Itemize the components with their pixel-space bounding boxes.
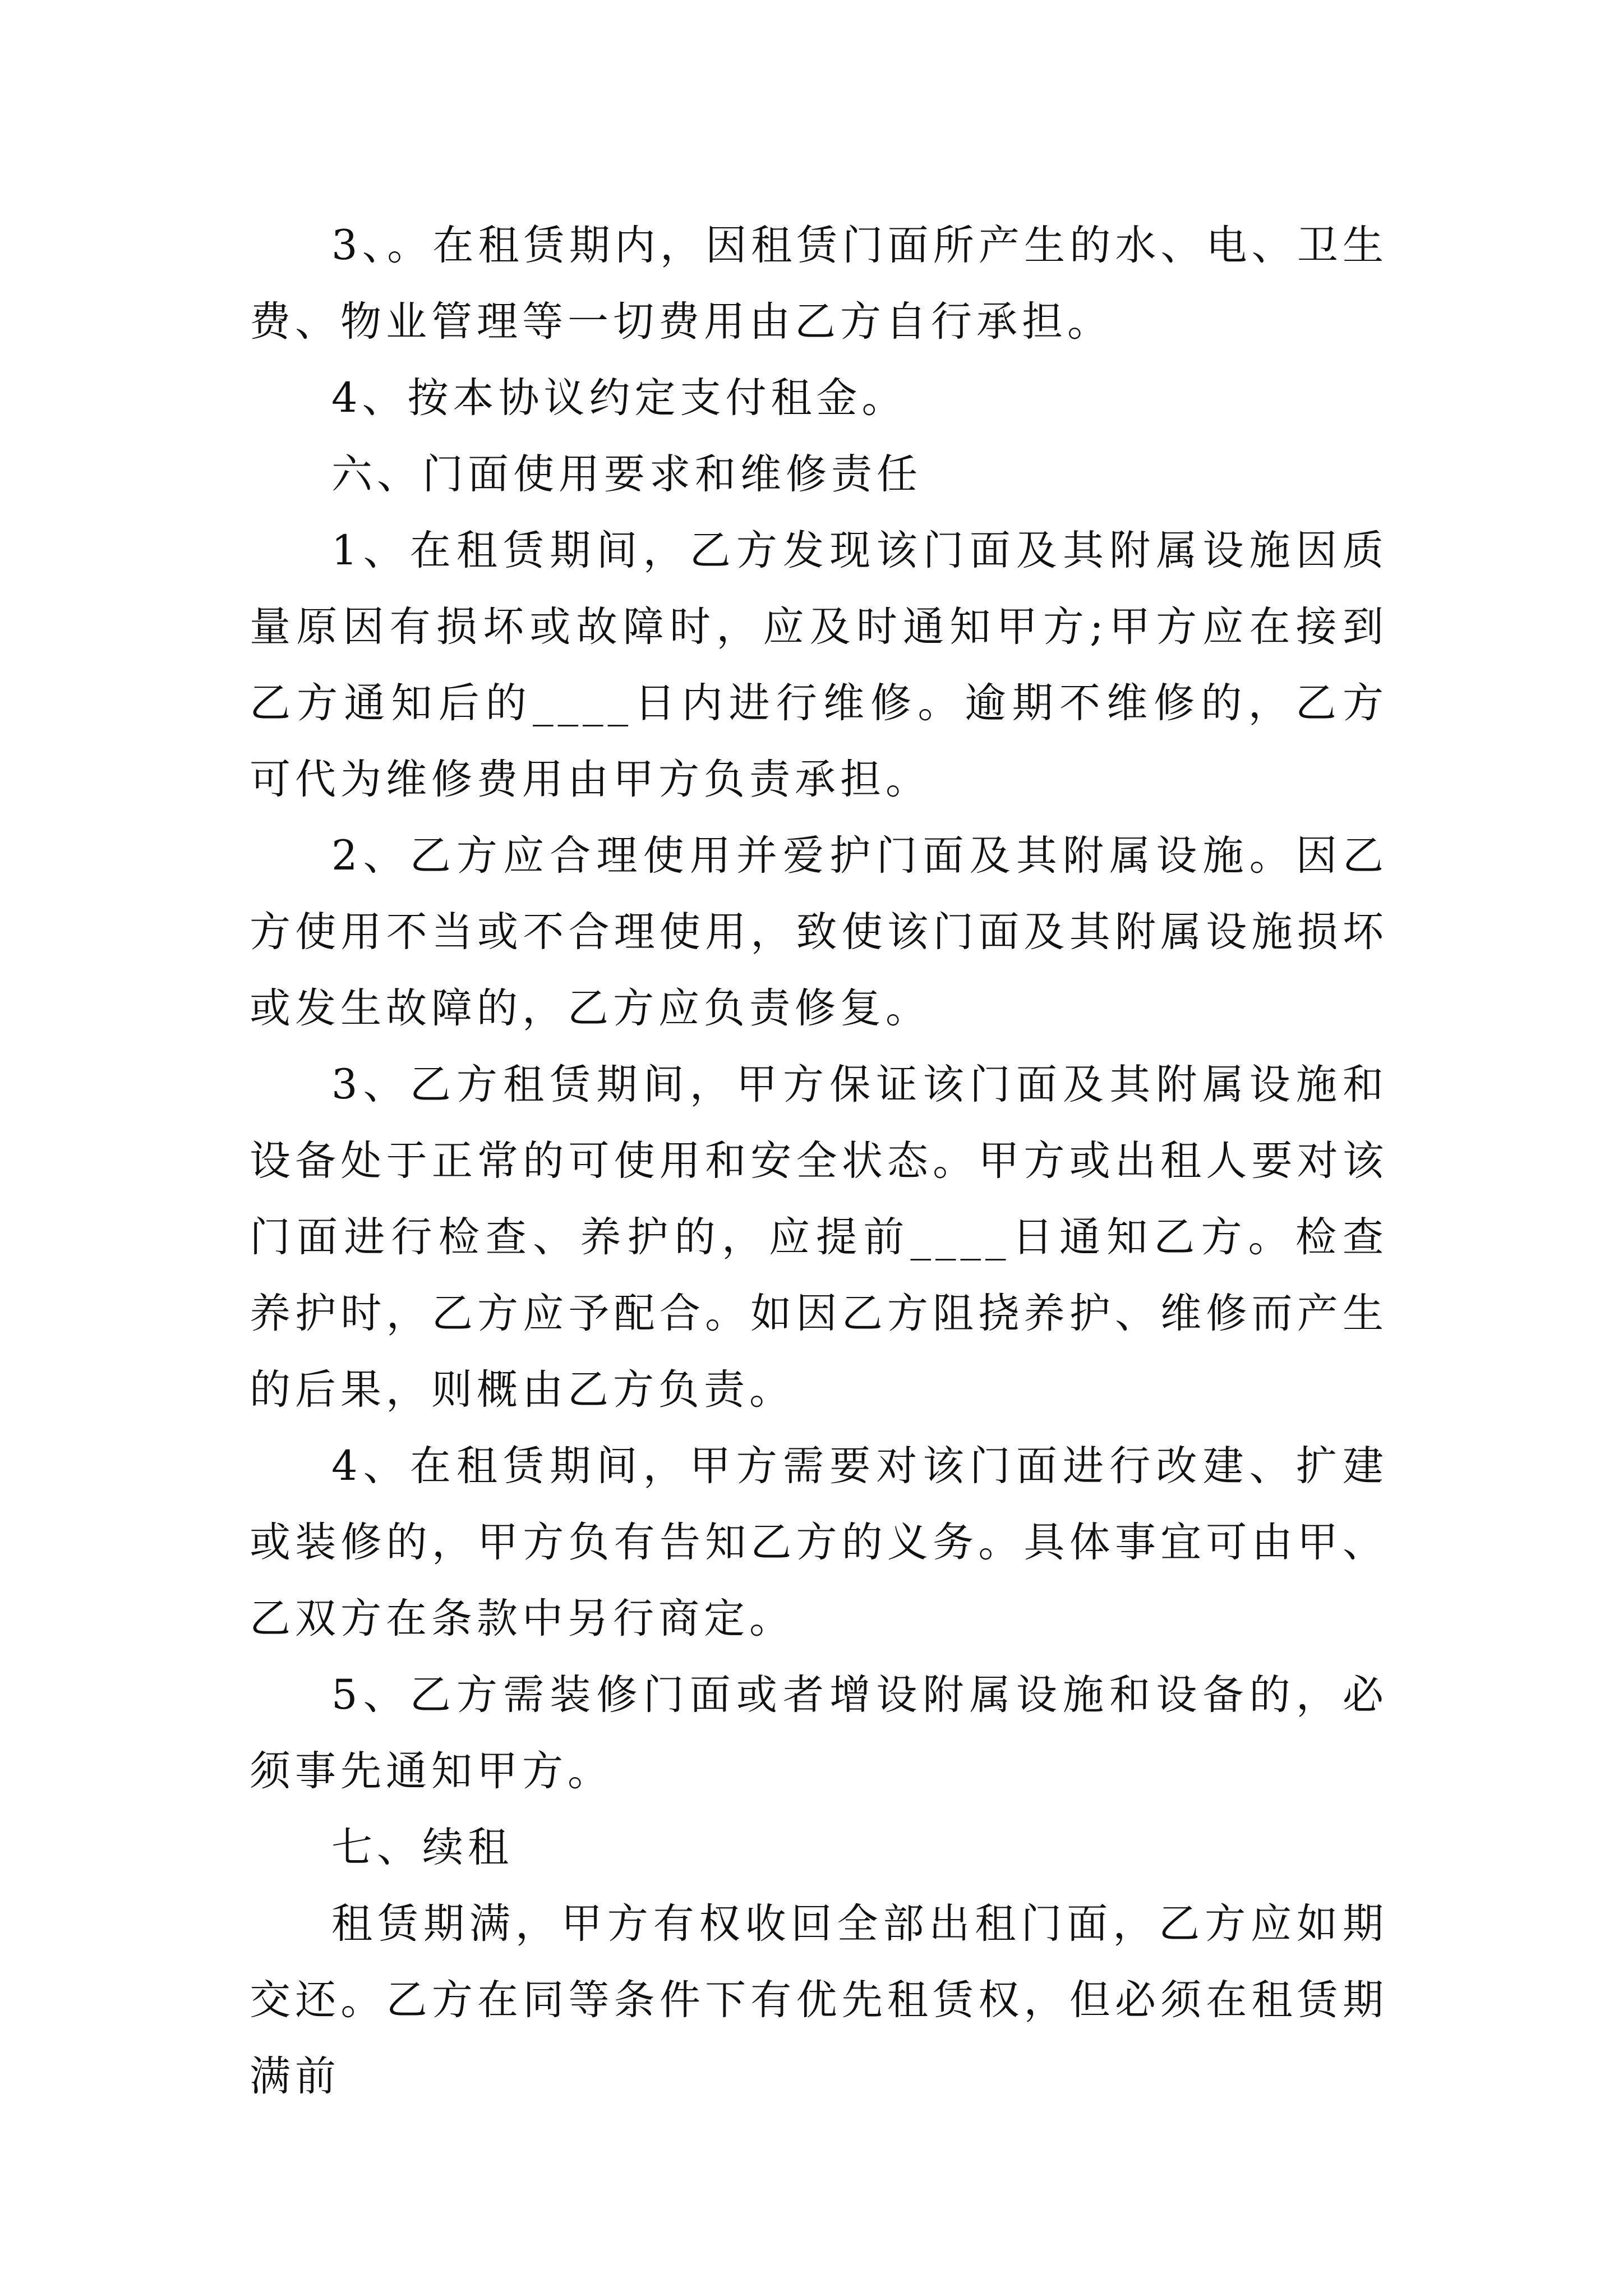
paragraph-inspection: 3、乙方租赁期间，甲方保证该门面及其附属设施和设备处于正常的可使用和安全状态。甲方或出租人要对该门面进行检查、养护的，应提前____日通知乙方。检查养护时，乙方应予配合。如因乙方阻挠养护、维修而产生的后果，则概由乙方负责。: [250, 1061, 1388, 1414]
paragraph-renovation: 4、在租赁期间，甲方需要对该门面进行改建、扩建或装修的，甲方负有告知乙方的义务。具体事宜可由甲、乙双方在条款中另行商定。: [250, 1442, 1388, 1642]
section-heading-renewal: 七、续租: [331, 1824, 513, 1871]
paragraph-repair-notice: 1、在租赁期间，乙方发现该门面及其附属设施因质量原因有损坏或故障时，应及时通知甲方;甲方应在接到乙方通知后的____日内进行维修。逾期不维修的，乙方可代为维修费用由甲方负责承担。: [250, 527, 1388, 803]
document-body: [250, 208, 1388, 2115]
paragraph-rent-payment: 4、按本协议约定支付租金。: [331, 374, 907, 422]
paragraph-utilities: 3、。在租赁期内，因租赁门面所产生的水、电、卫生费、物业管理等一切费用由乙方自行承担。: [250, 222, 1388, 346]
paragraph-decoration-notice: 5、乙方需装修门面或者增设附属设施和设备的，必须事先通知甲方。: [250, 1671, 1388, 1795]
paragraph-proper-use: 2、乙方应合理使用并爱护门面及其附属设施。因乙方使用不当或不合理使用，致使该门面及其附属设施损坏或发生故障的，乙方应负责修复。: [250, 832, 1388, 1032]
paragraph-lease-expiry: 租赁期满，甲方有权收回全部出租门面，乙方应如期交还。乙方在同等条件下有优先租赁权，但必须在租赁期满前: [250, 1900, 1388, 2100]
section-heading-usage-maintenance: 六、门面使用要求和维修责任: [331, 450, 922, 498]
